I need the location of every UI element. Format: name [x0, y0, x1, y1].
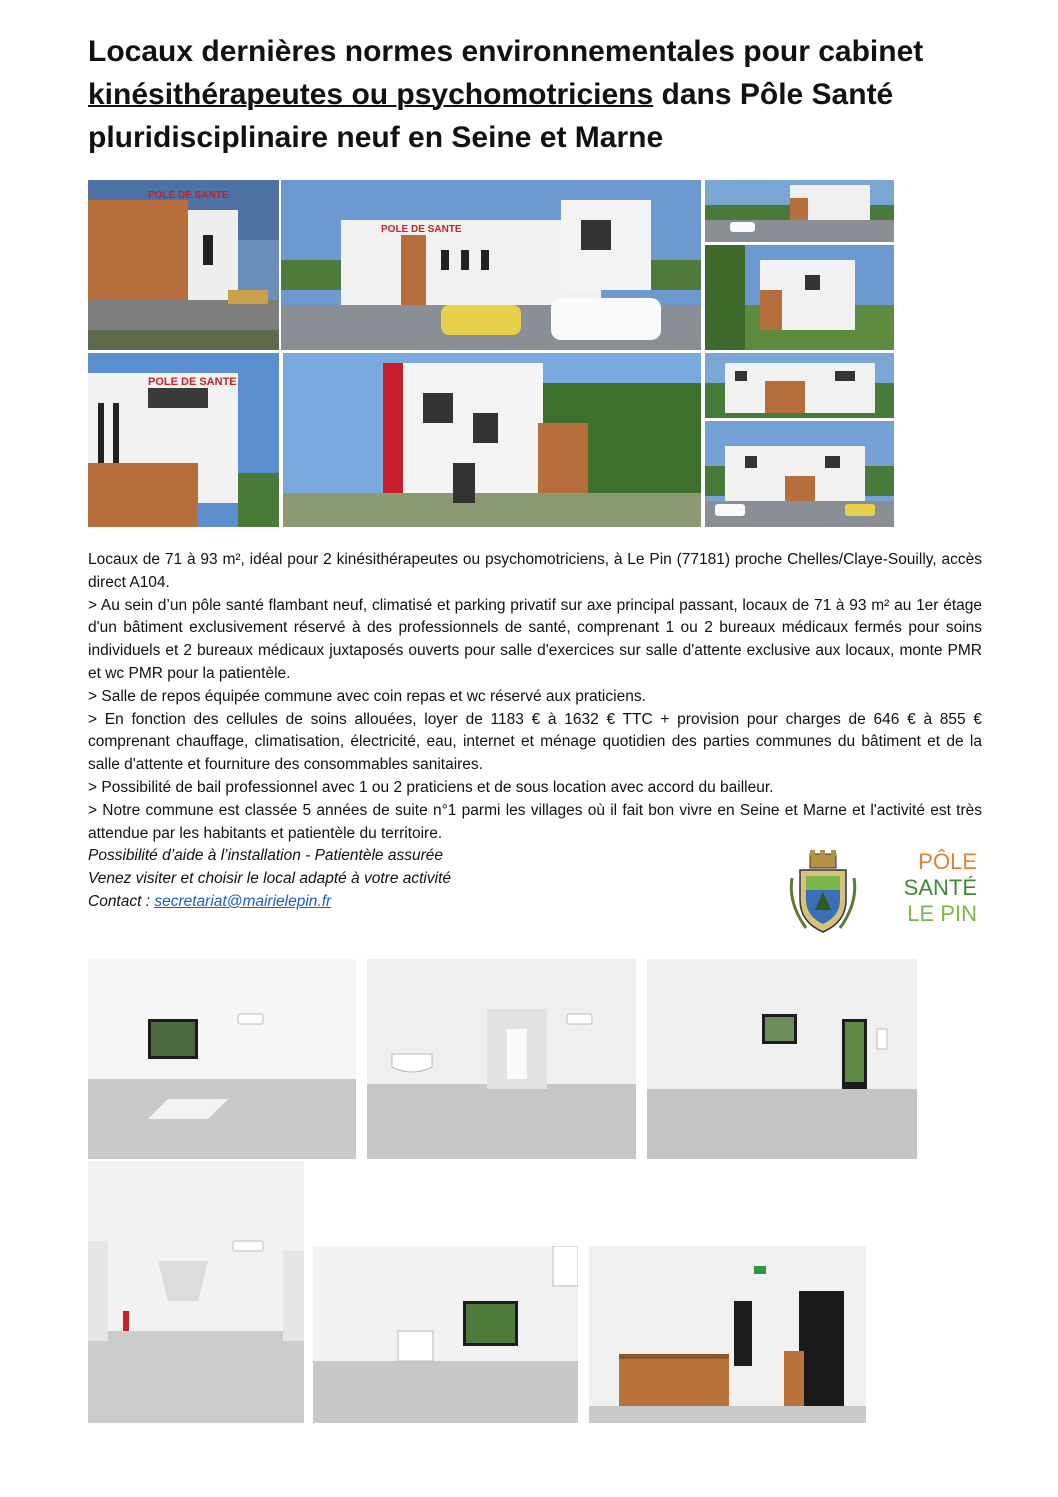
paragraph-5: > Possibilité de bail professionnel avec 1 ou 2 praticiens et de sous location avec accord du bailleur.: [88, 778, 774, 796]
paragraph-2: > Au sein d’un pôle santé flambant neuf, climatisé et parking privatif sur axe principal passant, locaux de 71 à 93 m² au 1er étage d'un bâtiment exclusivement réservé à des professionnels de santé, comprenant 1 ou 2 bureaux médicaux fermés pour soins individuels et 2 bureaux médicaux juxtaposés ouverts pour salle d'exercices sur salle d'attente exclusive aux locaux, monte PMR et wc PMR pour la patientèle.: [88, 596, 982, 682]
pole-sante-logo: [893, 849, 983, 929]
interior-photo-3: [647, 959, 917, 1159]
title-underlined: kinésithérapeutes ou psychomotriciens: [88, 78, 654, 111]
contact-label: Contact :: [88, 892, 155, 910]
rendering-photo-2: [281, 180, 701, 350]
logo-line-1: PÔLE: [918, 849, 977, 874]
contact-email-link[interactable]: secretariat@mairielepin.fr: [154, 892, 332, 910]
rendering-photo-7: [705, 353, 894, 418]
rendering-photo-8: [705, 421, 894, 527]
rendering-sign-1: POLE DE SANTE: [148, 190, 229, 201]
interior-photo-2: [367, 959, 636, 1159]
italic-line-1: Possibilité d’aide à l’installation - Patientèle assurée: [88, 847, 443, 865]
rendering-sign-3: POLE DE SANTE: [148, 376, 237, 388]
page-title: [88, 30, 988, 159]
title-line-3: pluridisciplinaire neuf en Seine et Marne: [88, 121, 664, 154]
rendering-photo-4: [705, 245, 894, 350]
interior-photo-1: [88, 959, 356, 1159]
logo-line-3: LE PIN: [907, 901, 977, 926]
town-crest-logo: [786, 848, 860, 936]
title-line-1: Locaux dernières normes environnementales pour cabinet: [88, 35, 924, 68]
title-line-2: [88, 73, 988, 116]
rendering-photo-6: [283, 353, 701, 527]
rendering-photo-3: [705, 180, 894, 242]
paragraph-3: > Salle de repos équipée commune avec coin repas et wc réservé aux praticiens.: [88, 687, 646, 705]
logo-line-2: SANTÉ: [903, 875, 977, 900]
paragraph-4: > En fonction des cellules de soins allouées, loyer de 1183 € à 1632 € TTC + provision pour charges de 646 € à 855 € comprenant chauffage, climatisation, électricité, eau, internet et ménage quotidien des parties communes du bâtiment et de la salle d'attente et fourniture des consommables sanitaires.: [88, 710, 982, 774]
paragraph-6: > Notre commune est classée 5 années de suite n°1 parmi les villages où il fait bon vivre en Seine et Marne et l'activité est très attendue par les habitants et patientèle du territoire.: [88, 801, 982, 842]
rendering-photo-1: [88, 180, 279, 350]
rendering-photo-5: [88, 353, 279, 527]
interior-photo-6: [589, 1246, 866, 1423]
interior-photo-4: [88, 1161, 304, 1423]
title-line-2-rest: dans Pôle Santé: [653, 78, 894, 111]
paragraph-1: Locaux de 71 à 93 m², idéal pour 2 kinésithérapeutes ou psychomotriciens, à Le Pin (77181) proche Chelles/Claye-Souilly, accès direct A104.: [88, 551, 982, 591]
interior-photo-5: [313, 1246, 578, 1423]
italic-line-2: Venez visiter et choisir le local adapté à votre activité: [88, 870, 451, 888]
rendering-sign-2: POLE DE SANTE: [381, 224, 462, 235]
